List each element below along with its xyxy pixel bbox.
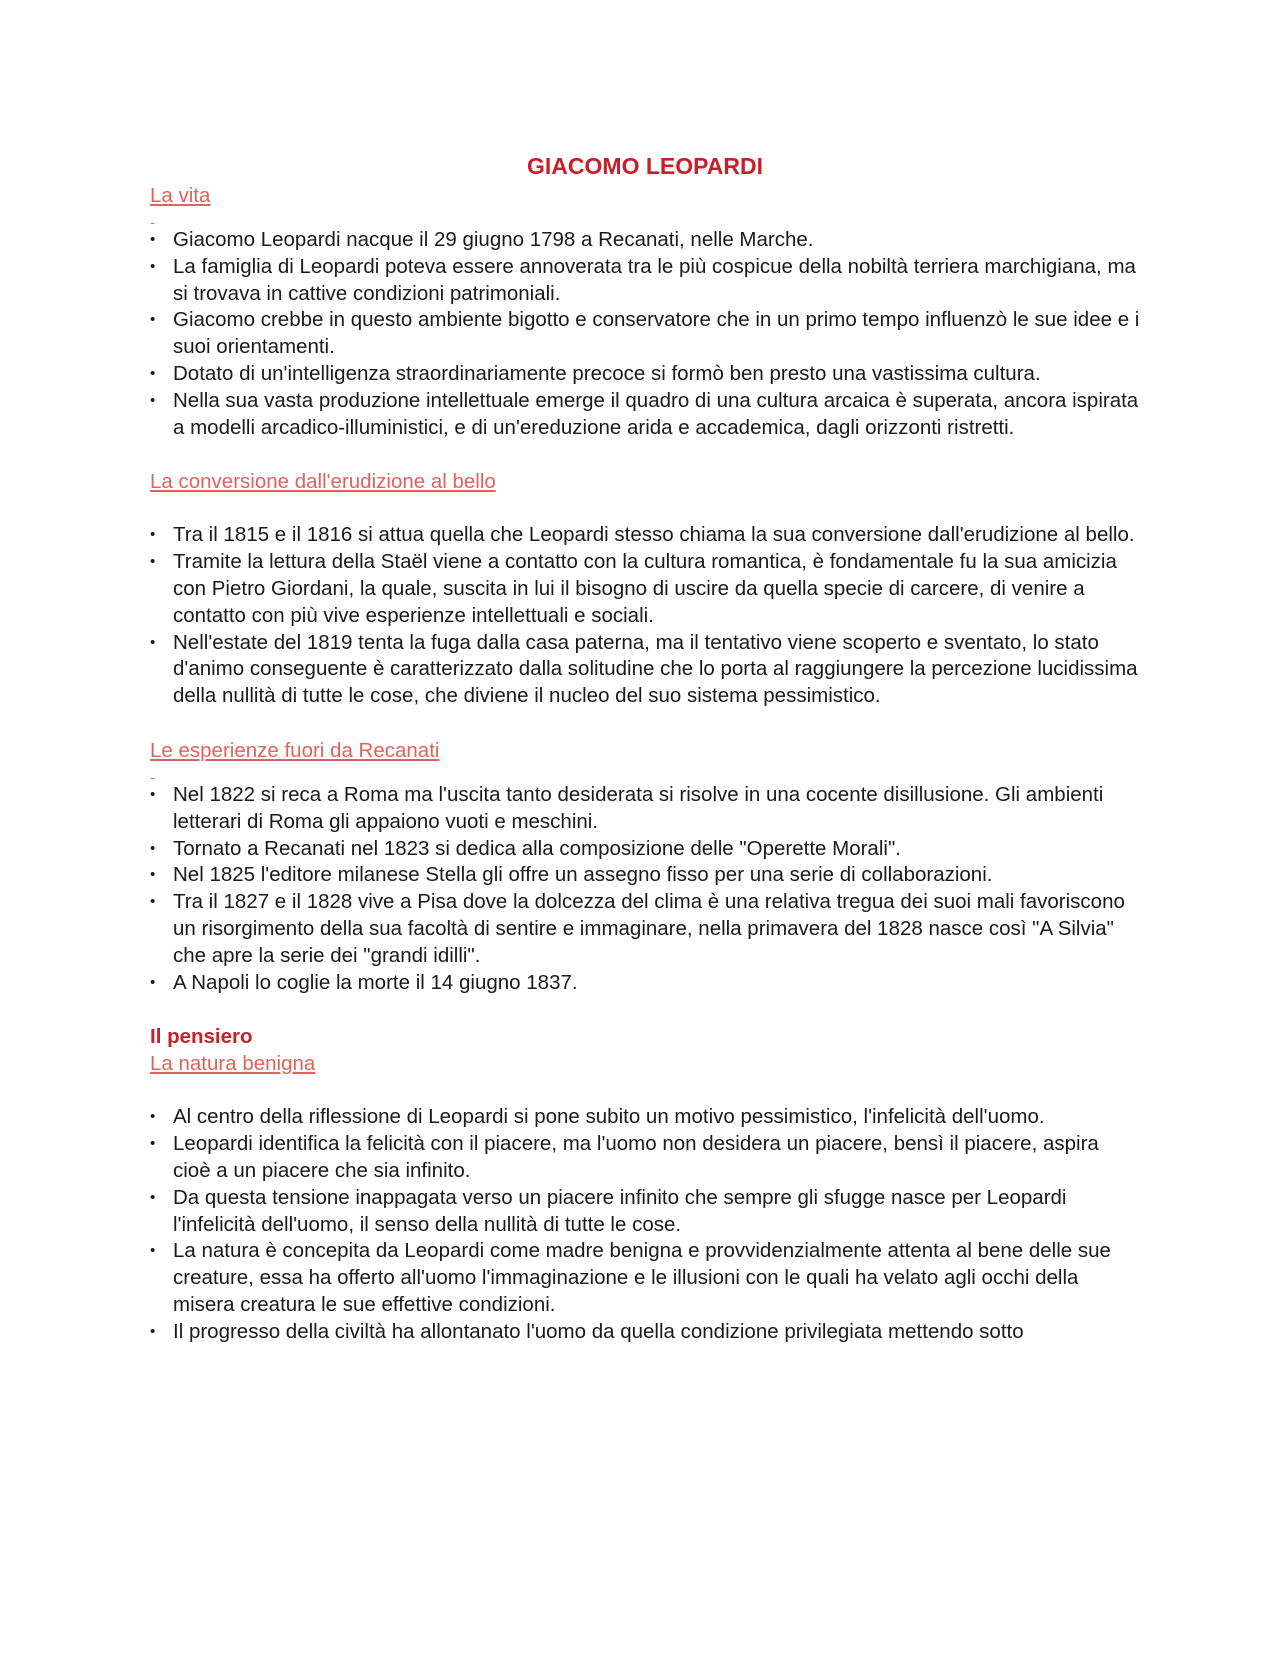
list-item: • Il progresso della civiltà ha allontanato l'uomo da quella condizione privilegiata mettendo sotto [150, 1319, 1140, 1346]
section-heading-esperienze[interactable]: Le esperienze fuori da Recanati [150, 738, 440, 762]
list-item: • Tra il 1827 e il 1828 vive a Pisa dove la dolcezza del clima è una relativa tregua dei suoi mali favoriscono un risorgimento della sua facoltà di sentire e immaginare, nella primavera del 1828 nasce così "A Silvia" che apre la serie dei "grandi idilli". [150, 889, 1140, 969]
list-item: • Da questa tensione inappagata verso un piacere infinito che sempre gli sfugge nasce per Leopardi l'infelicità dell'uomo, il senso della nullità di tutte le cose. [150, 1185, 1140, 1239]
list-item: • Nell'estate del 1819 tenta la fuga dalla casa paterna, ma il tentativo viene scoperto e sventato, lo stato d'animo conseguente è caratterizzato dalla solitudine che lo porta al raggiungere la percezione lucidissima della nullità di tutte le cose, che diviene il nucleo del suo sistema pessimistico. [150, 630, 1140, 710]
list-item: • La famiglia di Leopardi poteva essere annoverata tra le più cospicue della nobiltà terriera marchigiana, ma si trovava in cattive condizioni patrimoniali. [150, 254, 1140, 308]
bullet-list-conversione [150, 522, 1140, 710]
list-item: • Nel 1825 l'editore milanese Stella gli offre un assegno fisso per una serie di collaborazioni. [150, 862, 1140, 889]
stray-underline-mark [150, 764, 1140, 782]
list-item: • Tramite la lettura della Staël viene a contatto con la cultura romantica, è fondamentale fu la sua amicizia con Pietro Giordani, la quale, suscita in lui il bisogno di uscire da quella specie di carcere, di venire a contatto con più vive esperienze intellettuali e sociali. [150, 549, 1140, 629]
list-item: • Giacomo Leopardi nacque il 29 giugno 1798 a Recanati, nelle Marche. [150, 227, 1140, 254]
stray-underline-mark [150, 209, 1140, 227]
page-title: GIACOMO LEOPARDI [527, 153, 763, 179]
list-item: • Al centro della riflessione di Leopardi si pone subito un motivo pessimistico, l'infelicità dell'uomo. [150, 1104, 1140, 1131]
list-item: • Tra il 1815 e il 1816 si attua quella che Leopardi stesso chiama la sua conversione dall'erudizione al bello. [150, 522, 1140, 549]
list-item: • Nella sua vasta produzione intellettuale emerge il quadro di una cultura arcaica è superata, ancora ispirata a modelli arcadico-illuministici, e di un'ereduzione arida e accademica, dagli orizzonti ristretti. [150, 388, 1140, 442]
bullet-list-natura-benigna [150, 1104, 1140, 1345]
bullet-list-la-vita [150, 227, 1140, 441]
bullet-list-esperienze [150, 782, 1140, 996]
part-heading-il-pensiero: Il pensiero [150, 1025, 253, 1049]
section-heading-la-vita[interactable]: La vita [150, 184, 211, 207]
list-item: • Dotato di un'intelligenza straordinariamente precoce si formò ben presto una vastissima cultura. [150, 361, 1140, 388]
list-item: • Tornato a Recanati nel 1823 si dedica alla composizione delle "Operette Morali". [150, 836, 1140, 863]
list-item: • Leopardi identifica la felicità con il piacere, ma l'uomo non desidera un piacere, bensì il piacere, aspira cioè a un piacere che sia infinito. [150, 1131, 1140, 1185]
list-item: • A Napoli lo coglie la morte il 14 giugno 1837. [150, 970, 1140, 997]
section-heading-conversione[interactable]: La conversione dall'erudizione al bello [150, 470, 496, 494]
list-item: • Nel 1822 si reca a Roma ma l'uscita tanto desiderata si risolve in una cocente disillusione. Gli ambienti letterari di Roma gli appaiono vuoti e meschini. [150, 782, 1140, 836]
document-page [150, 150, 1140, 1346]
list-item: • La natura è concepita da Leopardi come madre benigna e provvidenzialmente attenta al bene delle sue creature, essa ha offerto all'uomo l'immaginazione e le illusioni con le quali ha velato agli occhi della misera creatura le sue effettive condizioni. [150, 1238, 1140, 1318]
list-item: • Giacomo crebbe in questo ambiente bigotto e conservatore che in un primo tempo influenzò le sue idee e i suoi orientamenti. [150, 307, 1140, 361]
section-heading-natura-benigna[interactable]: La natura benigna [150, 1052, 316, 1076]
